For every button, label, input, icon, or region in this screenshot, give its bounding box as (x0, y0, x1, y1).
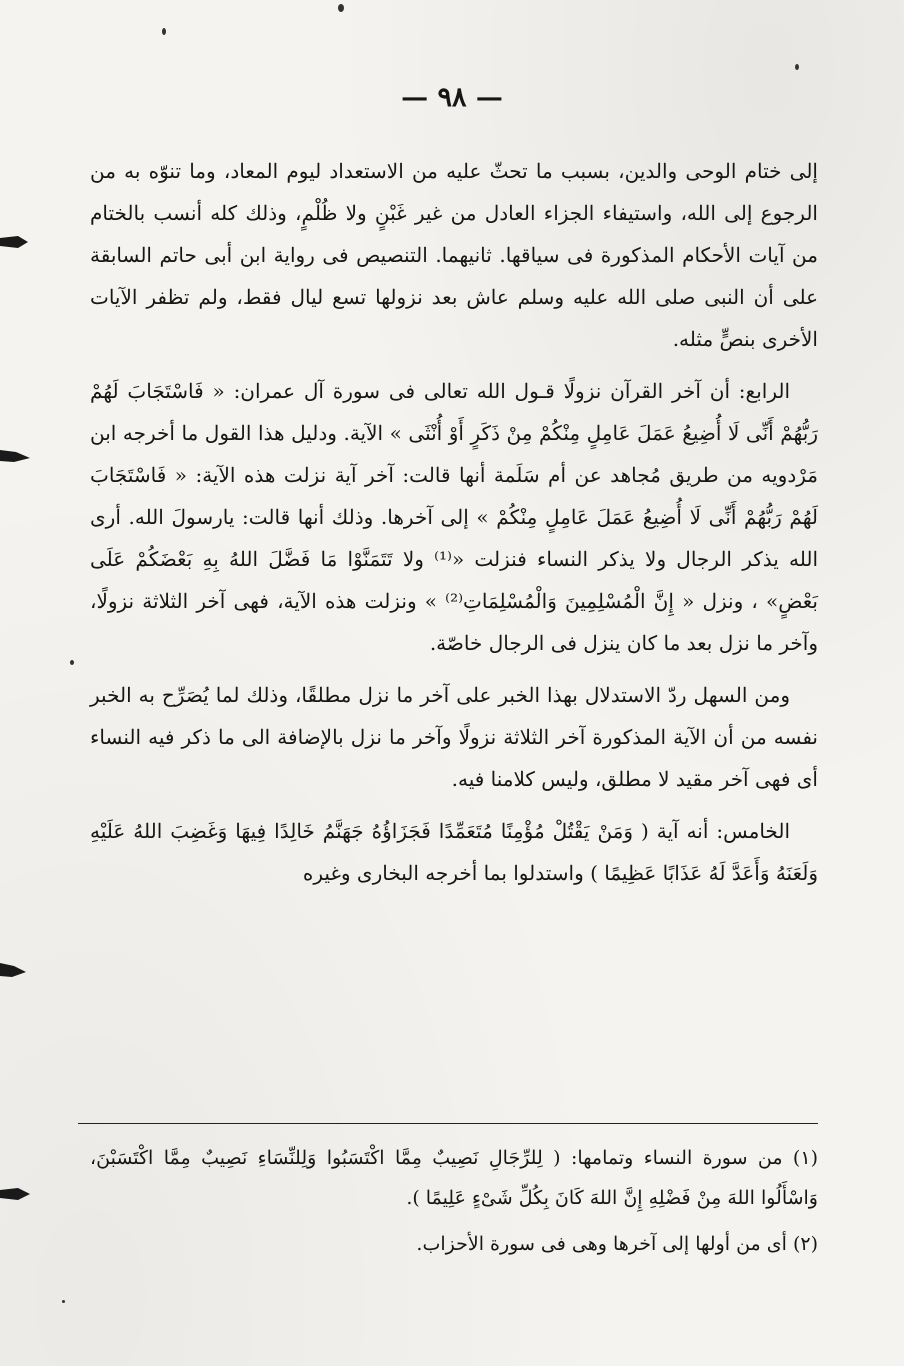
scan-speck (162, 28, 166, 35)
footnotes (90, 1138, 818, 1264)
binding-hole-mark (0, 960, 30, 980)
paragraph-fourth-opinion: الرابع: أن آخر القرآن نزولًا قـول الله تعالى فى سورة آل عمران: « فَاسْتَجَابَ لَهُمْ رَبُّهُمْ أَنِّى لَا أُضِيعُ عَمَلَ عَامِلٍ مِنْكُمْ مِنْ ذَكَرٍ أَوْ أُنْثَى » الآية. ودليل هذا القول ما أخرجه ابن مَرْدويه من طريق مُجاهد عن أم سَلَمة أنها قالت: آخر آية نزلت هذه الآية: « فَاسْتَجَابَ لَهُمْ رَبُّهُمْ أَنِّى لَا أُضِيعُ عَمَلَ عَامِلٍ مِنْكُمْ » إلى آخرها. وذلك أنها قالت: يارسولَ الله. أرى الله يذكر الرجال ولا يذكر النساء فنزلت «⁽¹⁾ ولا تَتَمَنَّوْا مَا فَضَّلَ اللهُ بِهِ بَعْضَكُمْ عَلَى بَعْضٍ» ، ونزل « إِنَّ الْمُسْلِمِينَ وَالْمُسْلِمَاتِ⁽²⁾ » ونزلت هذه الآية، فهى آخر الثلاثة نزولًا، وآخر ما نزل بعد ما كان ينزل فى الرجال خاصّة. (90, 379, 819, 655)
scan-speck (795, 64, 799, 70)
binding-hole-mark (0, 446, 30, 466)
scan-speck (70, 660, 74, 665)
scan-speck (62, 1300, 65, 1303)
footnote-2: (٢) أى من أولها إلى آخرها وهى فى سورة الأحزاب. (416, 1233, 818, 1255)
footnote-1: (١) من سورة النساء وتمامها: ( لِلرِّجَالِ نَصِيبٌ مِمَّا اكْتَسَبُوا وَلِلنِّسَاءِ نَصِيبٌ مِمَّا اكْتَسَبْنَ، وَاسْأَلُوا اللهَ مِنْ فَضْلِهِ إِنَّ اللهَ كَانَ بِكُلِّ شَىْءٍ عَلِيمًا ). (90, 1147, 818, 1209)
binding-hole-mark (0, 232, 30, 252)
scan-speck (338, 4, 344, 12)
paragraph-fifth-opinion: الخامس: أنه آية ( وَمَنْ يَقْتُلْ مُؤْمِنًا مُتَعَمِّدًا فَجَزَاؤُهُ جَهَنَّمُ خَالِدًا فِيهَا وَغَضِبَ اللهُ عَلَيْهِ وَلَعَنَهُ وَأَعَدَّ لَهُ عَذَابًا عَظِيمًا ) واستدلوا بما أخرجه البخارى وغيره (90, 819, 818, 885)
page-number: — ٩٨ — (401, 82, 503, 113)
binding-hole-mark (0, 1184, 30, 1204)
paragraph-conclusion: إلى ختام الوحى والدين، بسبب ما تحثّ عليه من الاستعداد ليوم المعاد، وما تنوّه به من الرجوع إلى الله، واستيفاء الجزاء العادل من غير غَبْنٍ ولا ظُلْمٍ، وذلك كله أنسب بالختام من آيات الأحكام المذكورة فى سياقها. ثانيهما. التنصيص فى رواية ابن أبى حاتم السابقة على أن النبى صلى الله عليه وسلم عاش بعد نزولها تسع ليال فقط، ولم تظفر الآيات الأخرى بنصٍّ مثله. (90, 159, 818, 351)
paragraph-refutation: ومن السهل ردّ الاستدلال بهذا الخبر على آخر ما نزل مطلقًا، وذلك لما يُصَرِّح به الخبر نفسه من أن الآية المذكورة آخر الثلاثة نزولًا وآخر ما نزل بالإضافة الى ما ذكر فيه النساء أى فهى آخر مقيد لا مطلق، وليس كلامنا فيه. (90, 683, 818, 791)
footnote-divider (78, 1123, 818, 1124)
main-text (90, 150, 818, 894)
